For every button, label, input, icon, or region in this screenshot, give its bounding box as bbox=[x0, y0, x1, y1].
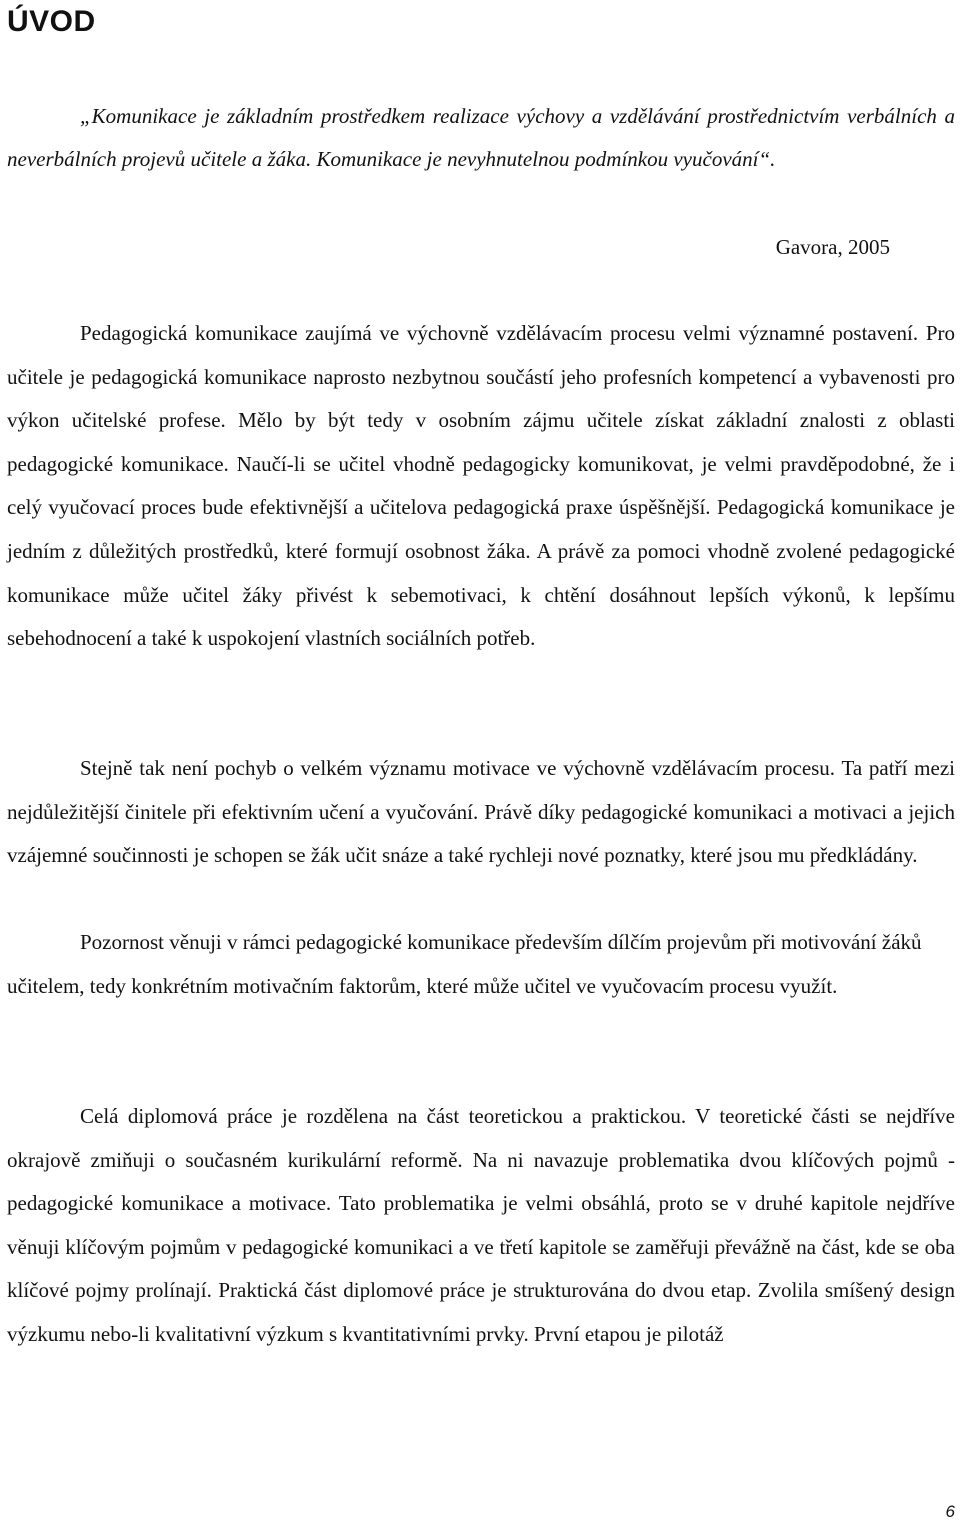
paragraph-focus: Pozornost věnuji v rámci pedagogické komunikace především dílčím projevům při motivování žáků učitelem, tedy konkrétním motivačním faktorům, které může učitel ve vyučovacím procesu využít. bbox=[7, 930, 922, 998]
paragraph-communication: Pedagogická komunikace zaujímá ve výchovně vzdělávacím procesu velmi významné postavení. Pro učitele je pedagogická komunikace naprosto nezbytnou součástí jeho profesních kompetencí a vybavenosti pro výkon učitelské profese. Mělo by být tedy v osobním zájmu učitele získat základní znalosti z oblasti pedagogické komunikace. Naučí-li se učitel vhodně pedagogicky komunikovat, je velmi pravděpodobné, že i celý vyučovací proces bude efektivnější a učitelova pedagogická praxe úspěšnější. Pedagogická komunikace je jedním z důležitých prostředků, které formují osobnost žáka. A právě za pomoci vhodně zvolené pedagogické komunikace může učitel žáky přivést k sebemotivaci, k chtění dosáhnout lepších výkonů, k lepšímu sebehodnocení a také k uspokojení vlastních sociálních potřeb. bbox=[7, 321, 955, 651]
paragraph-structure: Celá diplomová práce je rozdělena na část teoretickou a praktickou. V teoretické části se nejdříve okrajově zmiňuji o současném kurikulární reformě. Na ni navazuje problematika dvou klíčových pojmů - pedagogické komunikace a motivace. Tato problematika je velmi obsáhlá, proto se v druhé kapitole nejdříve věnuji klíčovým pojmům v pedagogické komunikaci a ve třetí kapitole se zaměřuji převážně na část, kde se oba klíčové pojmy prolínají. Praktická část diplomové práce je strukturována do dvou etap. Zvolila smíšený design výzkumu nebo-li kvalitativní výzkum s kvantitativními prvky. První etapou je pilotáž bbox=[7, 1104, 955, 1346]
page-title: ÚVOD bbox=[7, 5, 96, 38]
page-number: 6 bbox=[945, 1502, 955, 1521]
paragraph-motivation: Stejně tak není pochyb o velkém významu motivace ve výchovně vzdělávacím procesu. Ta patří mezi nejdůležitější činitele při efektivním učení a vyučování. Právě díky pedagogické komunikaci a motivaci a jejich vzájemné součinnosti je schopen se žák učit snáze a také rychleji nové poznatky, které jsou mu předkládány. bbox=[7, 756, 955, 868]
epigraph-quote: „Komunikace je základním prostředkem realizace výchovy a vzdělávání prostřednictvím verbálních a neverbálních projevů učitele a žáka. Komunikace je nevyhnutelnou podmínkou vyučování“. bbox=[7, 104, 955, 171]
quote-attribution: Gavora, 2005 bbox=[775, 235, 890, 259]
